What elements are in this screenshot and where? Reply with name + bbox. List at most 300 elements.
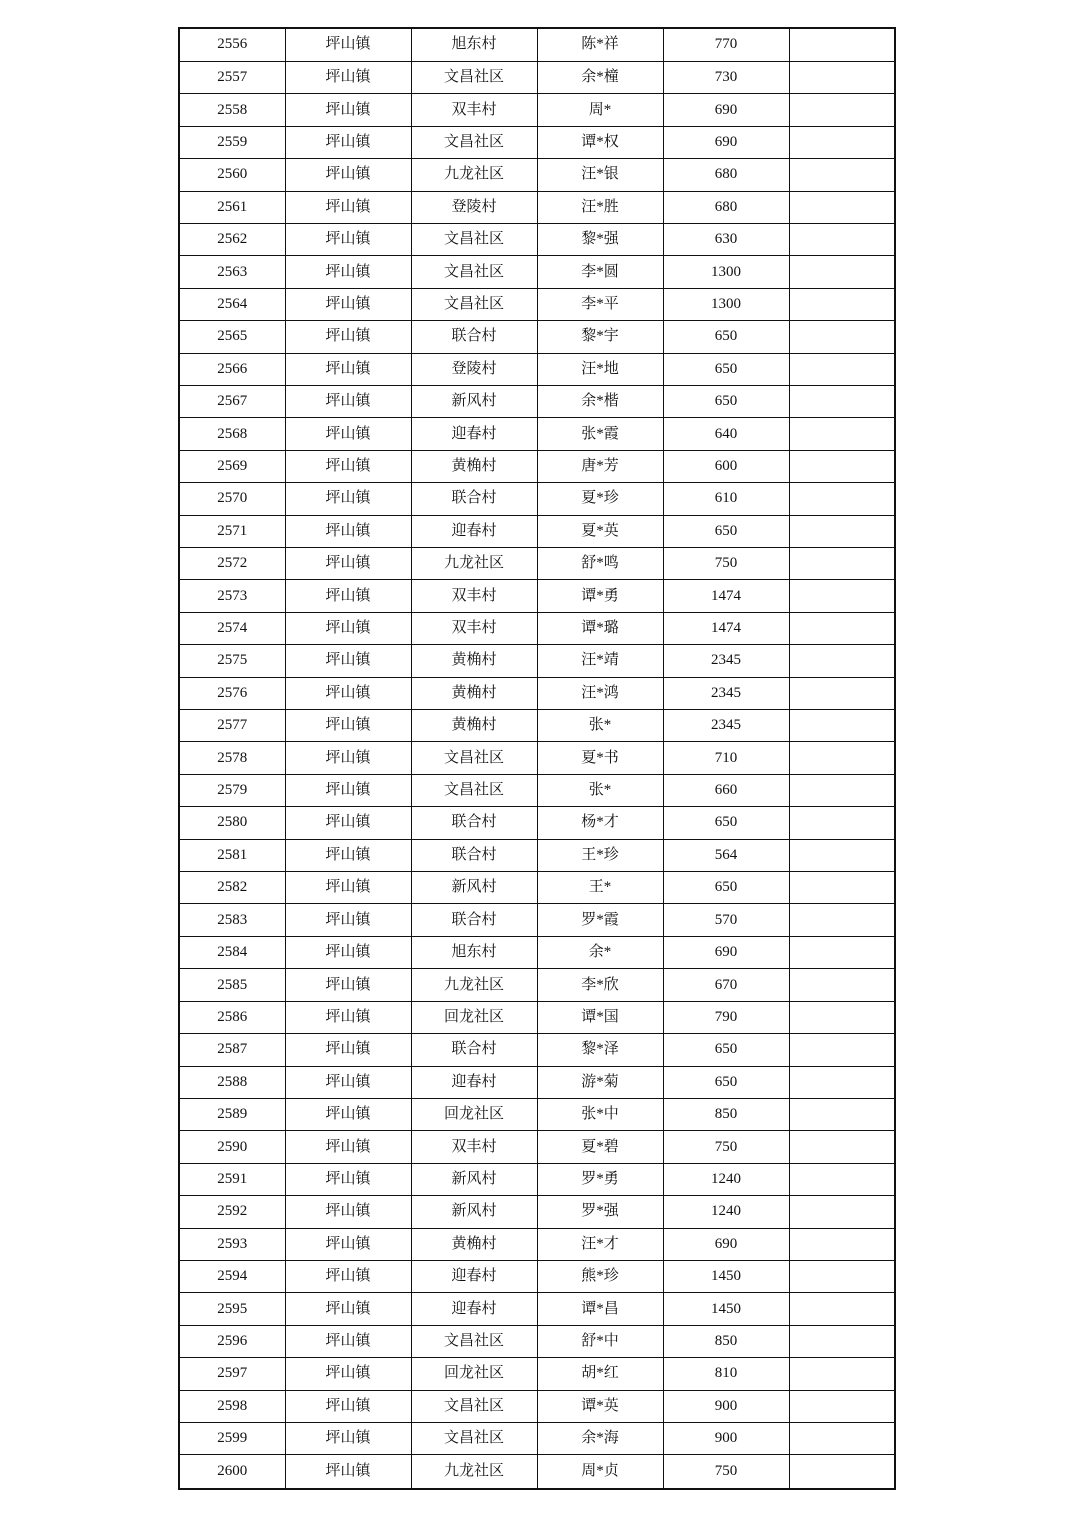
cell-amount: 690 [663,94,789,126]
cell-blank [789,191,895,223]
cell-name: 王*珍 [537,839,663,871]
cell-village: 新风村 [411,1196,537,1228]
cell-serial: 2578 [179,742,285,774]
table-row [179,450,895,482]
cell-village: 联合村 [411,839,537,871]
cell-blank [789,1358,895,1390]
cell-village: 迎春村 [411,1066,537,1098]
table-row [179,969,895,1001]
cell-amount: 2345 [663,677,789,709]
table-row [179,742,895,774]
cell-amount: 690 [663,1228,789,1260]
cell-serial: 2557 [179,61,285,93]
cell-name: 王* [537,872,663,904]
cell-blank [789,450,895,482]
cell-town: 坪山镇 [285,28,411,61]
cell-town: 坪山镇 [285,61,411,93]
cell-amount: 770 [663,28,789,61]
cell-name: 舒*鸣 [537,548,663,580]
cell-blank [789,1066,895,1098]
cell-name: 周*贞 [537,1455,663,1489]
cell-name: 余*海 [537,1422,663,1454]
cell-name: 谭*昌 [537,1293,663,1325]
table-row [179,1066,895,1098]
cell-town: 坪山镇 [285,1390,411,1422]
cell-amount: 1300 [663,256,789,288]
cell-village: 旭东村 [411,936,537,968]
cell-town: 坪山镇 [285,1358,411,1390]
cell-town: 坪山镇 [285,1422,411,1454]
cell-serial: 2565 [179,321,285,353]
cell-name: 谭*国 [537,1001,663,1033]
cell-name: 罗*强 [537,1196,663,1228]
table-row [179,321,895,353]
cell-serial: 2583 [179,904,285,936]
cell-village: 回龙社区 [411,1098,537,1130]
cell-town: 坪山镇 [285,969,411,1001]
table-row [179,1196,895,1228]
cell-town: 坪山镇 [285,904,411,936]
cell-blank [789,28,895,61]
cell-town: 坪山镇 [285,1001,411,1033]
cell-name: 汪*鸿 [537,677,663,709]
cell-town: 坪山镇 [285,742,411,774]
cell-village: 文昌社区 [411,288,537,320]
cell-name: 陈*祥 [537,28,663,61]
table-row [179,385,895,417]
table-row [179,1131,895,1163]
cell-blank [789,807,895,839]
cell-serial: 2567 [179,385,285,417]
cell-village: 新风村 [411,1163,537,1195]
cell-village: 文昌社区 [411,1422,537,1454]
table-row [179,774,895,806]
cell-town: 坪山镇 [285,94,411,126]
cell-serial: 2581 [179,839,285,871]
cell-name: 汪*银 [537,159,663,191]
cell-village: 迎春村 [411,418,537,450]
cell-serial: 2561 [179,191,285,223]
table-row [179,1358,895,1390]
table-row [179,1260,895,1292]
cell-town: 坪山镇 [285,710,411,742]
table-row [179,677,895,709]
cell-town: 坪山镇 [285,353,411,385]
cell-blank [789,645,895,677]
cell-name: 胡*红 [537,1358,663,1390]
cell-blank [789,936,895,968]
cell-name: 熊*珍 [537,1260,663,1292]
table-row [179,1325,895,1357]
table-row [179,580,895,612]
cell-name: 谭*英 [537,1390,663,1422]
cell-town: 坪山镇 [285,1325,411,1357]
table-row [179,418,895,450]
cell-village: 联合村 [411,807,537,839]
cell-serial: 2582 [179,872,285,904]
cell-blank [789,483,895,515]
cell-village: 文昌社区 [411,1325,537,1357]
cell-name: 余*楷 [537,385,663,417]
cell-serial: 2575 [179,645,285,677]
cell-name: 游*菊 [537,1066,663,1098]
cell-amount: 600 [663,450,789,482]
cell-serial: 2570 [179,483,285,515]
cell-amount: 690 [663,936,789,968]
cell-blank [789,1001,895,1033]
cell-town: 坪山镇 [285,126,411,158]
cell-amount: 1300 [663,288,789,320]
cell-town: 坪山镇 [285,515,411,547]
cell-amount: 1240 [663,1163,789,1195]
cell-amount: 650 [663,321,789,353]
cell-village: 登陵村 [411,191,537,223]
table-row [179,710,895,742]
cell-serial: 2599 [179,1422,285,1454]
cell-serial: 2573 [179,580,285,612]
table-row [179,1422,895,1454]
cell-blank [789,742,895,774]
cell-village: 黄桷村 [411,450,537,482]
cell-town: 坪山镇 [285,612,411,644]
table-row [179,483,895,515]
cell-amount: 2345 [663,710,789,742]
table-row [179,515,895,547]
cell-town: 坪山镇 [285,418,411,450]
cell-village: 文昌社区 [411,223,537,255]
cell-name: 唐*芳 [537,450,663,482]
cell-serial: 2588 [179,1066,285,1098]
cell-village: 新风村 [411,872,537,904]
cell-name: 舒*中 [537,1325,663,1357]
cell-village: 双丰村 [411,580,537,612]
cell-blank [789,1390,895,1422]
cell-name: 谭*勇 [537,580,663,612]
cell-town: 坪山镇 [285,483,411,515]
cell-amount: 570 [663,904,789,936]
cell-town: 坪山镇 [285,580,411,612]
cell-amount: 670 [663,969,789,1001]
cell-village: 文昌社区 [411,61,537,93]
cell-amount: 650 [663,1066,789,1098]
table-body [179,28,895,1489]
cell-name: 黎*宇 [537,321,663,353]
table-row [179,223,895,255]
cell-blank [789,353,895,385]
cell-name: 余*橦 [537,61,663,93]
cell-town: 坪山镇 [285,1260,411,1292]
cell-town: 坪山镇 [285,1455,411,1489]
cell-blank [789,969,895,1001]
cell-amount: 630 [663,223,789,255]
cell-village: 九龙社区 [411,548,537,580]
cell-name: 张*霞 [537,418,663,450]
cell-town: 坪山镇 [285,1163,411,1195]
cell-blank [789,159,895,191]
cell-serial: 2595 [179,1293,285,1325]
cell-town: 坪山镇 [285,321,411,353]
cell-serial: 2592 [179,1196,285,1228]
cell-serial: 2597 [179,1358,285,1390]
cell-amount: 750 [663,1455,789,1489]
cell-village: 文昌社区 [411,742,537,774]
cell-amount: 650 [663,353,789,385]
cell-blank [789,1260,895,1292]
table-row [179,1034,895,1066]
cell-town: 坪山镇 [285,1098,411,1130]
cell-amount: 750 [663,1131,789,1163]
cell-amount: 610 [663,483,789,515]
cell-amount: 650 [663,872,789,904]
table-row [179,1293,895,1325]
cell-blank [789,1098,895,1130]
cell-blank [789,1163,895,1195]
cell-blank [789,418,895,450]
cell-blank [789,1455,895,1489]
cell-village: 黄桷村 [411,1228,537,1260]
cell-village: 联合村 [411,904,537,936]
cell-name: 汪*胜 [537,191,663,223]
cell-name: 汪*地 [537,353,663,385]
cell-serial: 2589 [179,1098,285,1130]
table-row [179,94,895,126]
table-row [179,1163,895,1195]
cell-blank [789,61,895,93]
table-row [179,1390,895,1422]
cell-serial: 2590 [179,1131,285,1163]
cell-serial: 2584 [179,936,285,968]
cell-village: 迎春村 [411,1260,537,1292]
cell-serial: 2594 [179,1260,285,1292]
cell-name: 李*欣 [537,969,663,1001]
cell-blank [789,710,895,742]
cell-town: 坪山镇 [285,839,411,871]
cell-serial: 2564 [179,288,285,320]
cell-blank [789,321,895,353]
cell-blank [789,774,895,806]
table-row [179,1228,895,1260]
cell-village: 联合村 [411,321,537,353]
cell-town: 坪山镇 [285,645,411,677]
cell-serial: 2598 [179,1390,285,1422]
cell-village: 回龙社区 [411,1001,537,1033]
cell-name: 张* [537,774,663,806]
cell-serial: 2558 [179,94,285,126]
cell-name: 谭*璐 [537,612,663,644]
cell-village: 文昌社区 [411,774,537,806]
cell-blank [789,548,895,580]
cell-village: 文昌社区 [411,256,537,288]
cell-blank [789,1228,895,1260]
cell-village: 文昌社区 [411,1390,537,1422]
cell-serial: 2574 [179,612,285,644]
cell-blank [789,1196,895,1228]
cell-name: 夏*书 [537,742,663,774]
cell-amount: 680 [663,191,789,223]
table-row [179,288,895,320]
cell-serial: 2600 [179,1455,285,1489]
table-row [179,126,895,158]
table-row [179,1098,895,1130]
cell-amount: 730 [663,61,789,93]
cell-blank [789,385,895,417]
cell-amount: 850 [663,1098,789,1130]
cell-serial: 2559 [179,126,285,158]
cell-blank [789,515,895,547]
cell-blank [789,288,895,320]
cell-blank [789,1131,895,1163]
cell-amount: 750 [663,548,789,580]
cell-amount: 1474 [663,612,789,644]
table-row [179,1455,895,1489]
cell-serial: 2571 [179,515,285,547]
cell-blank [789,256,895,288]
cell-amount: 690 [663,126,789,158]
cell-name: 周* [537,94,663,126]
cell-name: 李*圆 [537,256,663,288]
cell-village: 黄桷村 [411,677,537,709]
cell-name: 张*中 [537,1098,663,1130]
cell-town: 坪山镇 [285,191,411,223]
table-row [179,256,895,288]
table-row [179,936,895,968]
cell-town: 坪山镇 [285,1131,411,1163]
cell-town: 坪山镇 [285,807,411,839]
table-row [179,904,895,936]
cell-blank [789,612,895,644]
cell-amount: 1450 [663,1293,789,1325]
cell-name: 李*平 [537,288,663,320]
cell-amount: 900 [663,1390,789,1422]
cell-serial: 2585 [179,969,285,1001]
cell-serial: 2572 [179,548,285,580]
cell-blank [789,839,895,871]
cell-village: 九龙社区 [411,969,537,1001]
cell-amount: 650 [663,807,789,839]
cell-amount: 564 [663,839,789,871]
cell-blank [789,1293,895,1325]
cell-village: 旭东村 [411,28,537,61]
cell-serial: 2596 [179,1325,285,1357]
cell-village: 文昌社区 [411,126,537,158]
table-row [179,159,895,191]
cell-town: 坪山镇 [285,677,411,709]
table-row [179,872,895,904]
cell-amount: 790 [663,1001,789,1033]
cell-serial: 2587 [179,1034,285,1066]
cell-town: 坪山镇 [285,159,411,191]
cell-blank [789,904,895,936]
cell-amount: 660 [663,774,789,806]
cell-name: 黎*泽 [537,1034,663,1066]
cell-blank [789,223,895,255]
cell-serial: 2568 [179,418,285,450]
cell-name: 余* [537,936,663,968]
cell-amount: 1450 [663,1260,789,1292]
cell-name: 汪*才 [537,1228,663,1260]
cell-village: 迎春村 [411,515,537,547]
table-row [179,548,895,580]
cell-town: 坪山镇 [285,774,411,806]
table-row [179,353,895,385]
cell-serial: 2566 [179,353,285,385]
cell-village: 登陵村 [411,353,537,385]
data-table [178,27,896,1490]
cell-serial: 2576 [179,677,285,709]
cell-serial: 2560 [179,159,285,191]
cell-village: 新风村 [411,385,537,417]
cell-name: 夏*碧 [537,1131,663,1163]
cell-blank [789,1325,895,1357]
cell-village: 回龙社区 [411,1358,537,1390]
cell-town: 坪山镇 [285,288,411,320]
cell-name: 张* [537,710,663,742]
cell-amount: 1474 [663,580,789,612]
table-row [179,1001,895,1033]
cell-town: 坪山镇 [285,450,411,482]
cell-serial: 2580 [179,807,285,839]
cell-amount: 650 [663,1034,789,1066]
cell-village: 九龙社区 [411,1455,537,1489]
cell-town: 坪山镇 [285,1228,411,1260]
cell-town: 坪山镇 [285,936,411,968]
cell-amount: 650 [663,385,789,417]
cell-village: 联合村 [411,483,537,515]
cell-town: 坪山镇 [285,1293,411,1325]
table-row [179,612,895,644]
cell-town: 坪山镇 [285,548,411,580]
table-row [179,807,895,839]
cell-serial: 2569 [179,450,285,482]
cell-village: 九龙社区 [411,159,537,191]
cell-blank [789,580,895,612]
table-row [179,61,895,93]
table-row [179,191,895,223]
table-row [179,28,895,61]
cell-blank [789,1422,895,1454]
cell-village: 迎春村 [411,1293,537,1325]
cell-name: 罗*勇 [537,1163,663,1195]
table-row [179,645,895,677]
cell-village: 双丰村 [411,94,537,126]
cell-amount: 650 [663,515,789,547]
cell-serial: 2579 [179,774,285,806]
cell-amount: 1240 [663,1196,789,1228]
cell-name: 杨*才 [537,807,663,839]
cell-serial: 2577 [179,710,285,742]
cell-serial: 2593 [179,1228,285,1260]
table-row [179,839,895,871]
cell-name: 黎*强 [537,223,663,255]
cell-blank [789,94,895,126]
cell-town: 坪山镇 [285,256,411,288]
cell-blank [789,1034,895,1066]
cell-town: 坪山镇 [285,872,411,904]
cell-village: 联合村 [411,1034,537,1066]
cell-blank [789,677,895,709]
cell-serial: 2591 [179,1163,285,1195]
cell-amount: 640 [663,418,789,450]
cell-town: 坪山镇 [285,385,411,417]
cell-blank [789,126,895,158]
cell-village: 双丰村 [411,612,537,644]
cell-name: 谭*权 [537,126,663,158]
cell-village: 黄桷村 [411,710,537,742]
cell-town: 坪山镇 [285,223,411,255]
cell-name: 罗*霞 [537,904,663,936]
cell-blank [789,872,895,904]
cell-amount: 680 [663,159,789,191]
